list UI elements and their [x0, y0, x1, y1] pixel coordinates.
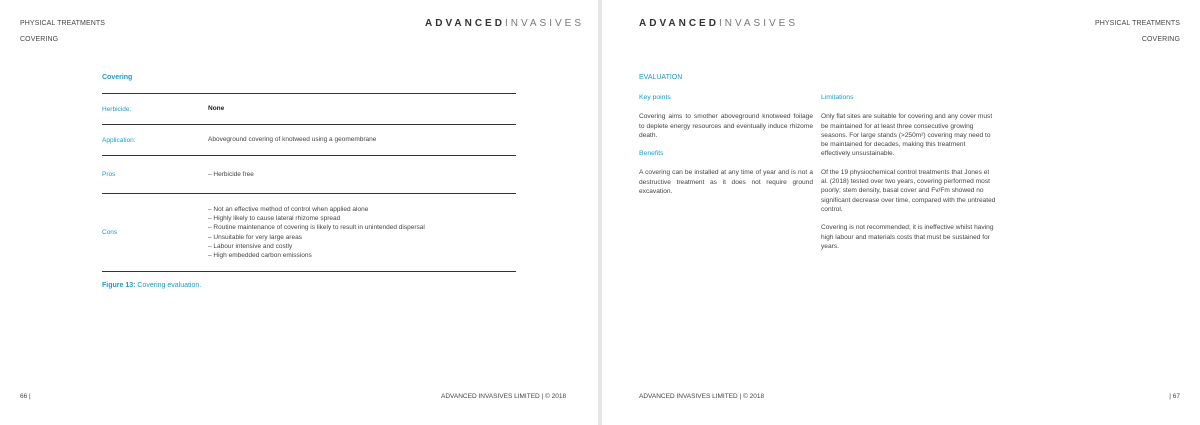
key-points-text: Covering aims to smother aboveground knotweed foilage to deplete energy resources and eventually induce rhizome death.: [639, 113, 813, 139]
page-number: 66 |: [20, 393, 31, 400]
row-value: None: [208, 105, 225, 113]
row-value: Aboveground covering of knotweed using a geomembrane: [208, 136, 377, 144]
list-item: – Labour intensive and costly: [208, 242, 293, 250]
table-row-application: [102, 125, 516, 156]
table-row-cons: [102, 194, 516, 272]
row-value-list: [208, 205, 516, 260]
right-column: [821, 93, 996, 260]
left-column: [639, 93, 813, 205]
figure-caption: Figure 13: Covering evaluation.: [102, 282, 202, 289]
brand-logo: ADVANCEDINVASIVES: [425, 18, 584, 29]
left-page: [0, 0, 598, 425]
list-item: – Unsuitable for very large areas: [208, 233, 302, 241]
list-item: – High embedded carbon emissions: [208, 251, 312, 259]
benefits-heading: Benefits: [639, 150, 664, 158]
list-item: – Not an effective method of control when applied alone: [208, 205, 369, 213]
section-title: PHYSICAL TREATMENTS: [1094, 20, 1180, 27]
row-key: Pros: [102, 171, 116, 178]
limitations-paragraph-1: Only flat sites are suitable for covering and any cover must be maintained for at least three consecutive growing seasons. For large stands (>250m²) covering may need to be maintained for decades, making this treatment effectively unsustainable.: [821, 113, 993, 158]
row-key: Herbicide:: [102, 105, 132, 113]
limitations-heading: Limitations: [821, 94, 854, 101]
right-page: [602, 0, 1200, 425]
limitations-paragraph-2: Of the 19 physiochemical control treatments that Jones et al. (2018) tested over two years, covering performed most poorly; stem density, basal cover and Fv/Fm showed no significant decrease over time, compared with the untreated control.: [821, 168, 996, 213]
subsection-title: COVERING: [20, 36, 59, 43]
page-number: | 67: [1169, 393, 1180, 400]
footer-copyright: ADVANCED INVASIVES LIMITED | © 2018: [639, 393, 765, 400]
list-item: – Highly likely to cause lateral rhizome spread: [208, 215, 341, 223]
key-points-heading: Key points: [639, 94, 671, 101]
limitations-paragraph-3: Covering is not recommended; it is ineffective whilst having high labour and materials costs that must be sustained for years.: [821, 224, 994, 250]
table-title: Covering: [102, 71, 516, 94]
table-row-pros: [102, 156, 516, 194]
brand-logo: ADVANCEDINVASIVES: [639, 18, 798, 29]
evaluation-table: [102, 71, 516, 272]
table-row-herbicide: [102, 94, 516, 125]
benefits-text: A covering can be installed at any time of year and is not a destructive treatment as it does not require ground excavation.: [639, 169, 813, 196]
footer-copyright: ADVANCED INVASIVES LIMITED | © 2018: [441, 393, 567, 400]
row-key: Cons: [102, 229, 118, 236]
evaluation-heading: EVALUATION: [639, 74, 683, 81]
section-title: PHYSICAL TREATMENTS: [20, 20, 106, 27]
row-value: – Herbicide free: [208, 170, 254, 178]
row-key: Application:: [102, 136, 136, 144]
subsection-title: COVERING: [1141, 36, 1180, 43]
list-item: – Routine maintenance of covering is likely to result in unintended dispersal: [208, 224, 425, 232]
